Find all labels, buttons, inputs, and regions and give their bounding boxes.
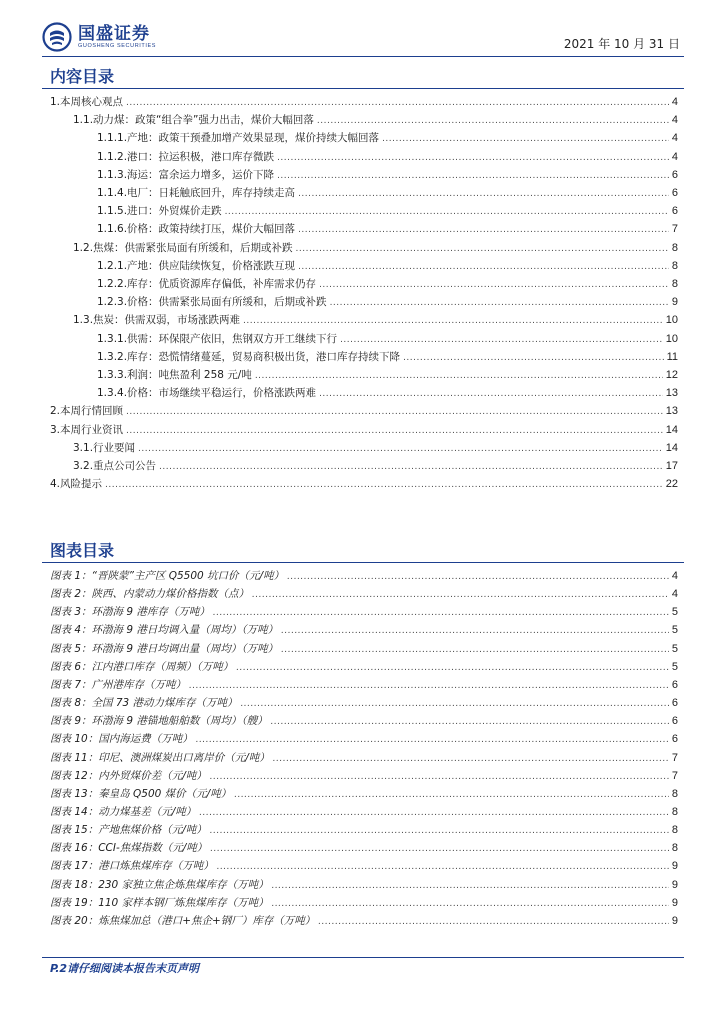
figure-entry-page: 8 bbox=[671, 787, 678, 800]
toc-entry-page: 8 bbox=[671, 278, 678, 290]
figure-entry-page: 6 bbox=[671, 733, 678, 746]
toc-entry[interactable] bbox=[73, 458, 678, 476]
figure-entry[interactable] bbox=[50, 750, 678, 768]
figure-entry-page: 9 bbox=[671, 878, 678, 891]
toc-entry-label: 3.1.行业要闻 bbox=[73, 441, 136, 454]
figure-entry[interactable] bbox=[50, 858, 678, 876]
dot-leader bbox=[319, 280, 669, 290]
toc-entry[interactable] bbox=[50, 476, 678, 494]
dot-leader bbox=[382, 134, 669, 144]
dot-leader bbox=[277, 153, 669, 163]
toc-entry[interactable] bbox=[97, 149, 678, 167]
toc-entry-page: 22 bbox=[665, 478, 678, 491]
dot-leader bbox=[241, 699, 669, 709]
dot-leader bbox=[403, 353, 664, 363]
toc-entry-page: 13 bbox=[665, 405, 678, 418]
dot-leader bbox=[271, 717, 669, 727]
dot-leader bbox=[243, 316, 663, 326]
dot-leader bbox=[273, 754, 669, 764]
figures-title: 图表目录 bbox=[50, 541, 115, 560]
dot-leader bbox=[138, 444, 663, 454]
toc-entry-label: 1.2.2.库存：优质资源库存偏低，补库需求仍存 bbox=[97, 278, 317, 290]
figure-entry[interactable] bbox=[50, 768, 678, 786]
toc-entry[interactable] bbox=[97, 294, 678, 312]
figure-entry-page: 8 bbox=[671, 824, 678, 837]
figure-entry-label: 图表 8：全国 73 港动力煤库存（万吨） bbox=[50, 697, 238, 710]
figure-entry-page: 7 bbox=[671, 769, 678, 782]
figure-entry-label: 图表 20：炼焦煤加总（港口+焦企+钢厂）库存（万吨） bbox=[50, 914, 316, 927]
dot-leader bbox=[277, 171, 669, 181]
logo-english: GUOSHENG SECURITIES bbox=[78, 42, 157, 49]
figure-entry-label: 图表 19：110 家样本钢厂炼焦煤库存（万吨） bbox=[50, 896, 269, 909]
figure-entry[interactable] bbox=[50, 604, 678, 622]
figure-entry[interactable] bbox=[50, 641, 678, 659]
toc-entry[interactable] bbox=[50, 94, 678, 112]
dot-leader bbox=[199, 808, 669, 818]
dot-leader bbox=[317, 116, 669, 126]
figure-entry-page: 4 bbox=[671, 588, 678, 601]
toc-entry-label: 1.3.1.供需：环保限产依旧，焦钢双方开工继续下行 bbox=[97, 332, 338, 345]
toc-entry[interactable] bbox=[97, 221, 678, 239]
figure-entry[interactable] bbox=[50, 822, 678, 840]
report-date: 2021 年 10 月 31 日 bbox=[563, 37, 680, 51]
toc-entry[interactable] bbox=[97, 349, 678, 367]
toc-entry-label: 1.1.2.港口：拉运积极，港口库存微跌 bbox=[97, 150, 275, 163]
figure-entry-page: 4 bbox=[671, 570, 678, 582]
dot-leader bbox=[159, 462, 663, 472]
dot-leader bbox=[281, 626, 669, 636]
figure-entry[interactable] bbox=[50, 568, 678, 586]
figure-entry-page: 8 bbox=[671, 805, 678, 818]
toc-entry-label: 1.1.动力煤：政策“组合拳”强力出击，煤价大幅回落 bbox=[73, 114, 314, 127]
toc-entry[interactable] bbox=[97, 167, 678, 185]
dot-leader bbox=[210, 772, 669, 782]
figure-entry[interactable] bbox=[50, 786, 678, 804]
toc-entry-label: 1.2.1.产地：供应陆续恢复，价格涨跌互现 bbox=[97, 259, 296, 272]
toc-entry[interactable] bbox=[97, 331, 678, 349]
toc-entry[interactable] bbox=[50, 403, 678, 421]
figures-title-divider bbox=[42, 562, 684, 563]
figure-entry[interactable] bbox=[50, 804, 678, 822]
dot-leader bbox=[272, 881, 669, 891]
dot-leader bbox=[126, 407, 663, 417]
figure-entry-page: 5 bbox=[671, 606, 678, 619]
toc-entry[interactable] bbox=[73, 112, 678, 130]
figure-entry-page: 5 bbox=[671, 624, 678, 637]
figure-entry-label: 图表 13：秦皇岛 Q500 煤价（元/吨） bbox=[50, 787, 232, 800]
figure-entry-label: 图表 9：环渤海 9 港锚地船舶数（周均）（艘） bbox=[50, 715, 268, 728]
page-header bbox=[0, 0, 724, 56]
figure-entry[interactable] bbox=[50, 713, 678, 731]
figure-entry-page: 8 bbox=[671, 842, 678, 855]
figure-entry[interactable] bbox=[50, 677, 678, 695]
dot-leader bbox=[255, 371, 663, 381]
toc-entry-label: 1.3.2.库存：恐慌情绪蔓延，贸易商积极出货，港口库存持续下降 bbox=[97, 350, 401, 363]
footer-divider bbox=[42, 957, 684, 958]
toc-entry-label: 1.2.3.价格：供需紧张局面有所缓和，后期或补跌 bbox=[97, 296, 327, 309]
toc-entry-label: 4.风险提示 bbox=[50, 478, 103, 491]
figure-entry-label: 图表 16：CCI-焦煤指数（元/吨） bbox=[50, 842, 208, 855]
figure-entry-label: 图表 2：陕西、内蒙动力煤价格指数（点） bbox=[50, 588, 250, 601]
toc-entry-page: 14 bbox=[665, 441, 678, 454]
figure-entry[interactable] bbox=[50, 695, 678, 713]
toc-entry-page: 12 bbox=[665, 369, 678, 381]
toc-entry-page: 7 bbox=[671, 223, 678, 236]
dot-leader bbox=[236, 663, 669, 673]
toc-title-divider bbox=[42, 88, 684, 89]
toc-entry[interactable] bbox=[50, 422, 678, 440]
toc-entry[interactable] bbox=[97, 185, 678, 203]
toc-entry-page: 14 bbox=[665, 423, 678, 436]
toc-entry-label: 1.1.1.产地：政策干预叠加增产效果显现，煤价持续大幅回落 bbox=[97, 132, 380, 145]
figure-entry[interactable] bbox=[50, 840, 678, 858]
toc-entry[interactable] bbox=[97, 276, 678, 294]
figure-entry[interactable] bbox=[50, 877, 678, 895]
toc-entry-page: 13 bbox=[665, 387, 678, 400]
dot-leader bbox=[298, 189, 669, 199]
toc-entry-page: 11 bbox=[666, 350, 678, 363]
figure-entry-page: 9 bbox=[671, 896, 678, 909]
company-logo bbox=[42, 22, 156, 52]
toc-entry-label: 1.1.6.价格：政策持续打压，煤价大幅回落 bbox=[97, 223, 296, 236]
dot-leader bbox=[126, 426, 663, 436]
toc-entry-page: 8 bbox=[671, 241, 678, 254]
dot-leader bbox=[213, 608, 669, 618]
figure-entry-label: 图表 3：环渤海 9 港库存（万吨） bbox=[50, 606, 210, 619]
dot-leader bbox=[234, 790, 669, 800]
figure-entry-page: 5 bbox=[671, 642, 678, 655]
figure-entry[interactable] bbox=[50, 622, 678, 640]
toc-entry[interactable] bbox=[73, 312, 678, 330]
figure-entry-label: 图表 7：广州港库存（万吨） bbox=[50, 678, 187, 691]
figure-entry-label: 图表 17：港口炼焦煤库存（万吨） bbox=[50, 860, 214, 873]
toc-entry-page: 6 bbox=[671, 205, 678, 218]
toc-entry-label: 1.1.4.电厂：日耗触底回升，库存持续走高 bbox=[97, 187, 296, 199]
figure-entry-label: 图表 14：动力煤基差（元/吨） bbox=[50, 805, 197, 818]
toc-entry-page: 4 bbox=[671, 150, 678, 163]
toc-entry-page: 9 bbox=[671, 296, 678, 309]
toc-entry-page: 8 bbox=[671, 259, 678, 272]
toc-entry-label: 2.本周行情回顾 bbox=[50, 405, 124, 418]
figure-entry-page: 9 bbox=[671, 914, 678, 927]
toc-entry[interactable] bbox=[97, 203, 678, 221]
dot-leader bbox=[330, 298, 669, 308]
dot-leader bbox=[298, 225, 669, 235]
logo-name: 国盛证券 bbox=[78, 23, 150, 44]
toc-entry-page: 4 bbox=[671, 114, 678, 127]
toc-entry-page: 6 bbox=[671, 168, 678, 181]
figure-entry-label: 图表 18：230 家独立焦企炼焦煤库存（万吨） bbox=[50, 878, 269, 891]
logo-icon bbox=[42, 22, 72, 52]
dot-leader bbox=[318, 917, 669, 927]
figure-entry[interactable] bbox=[50, 913, 678, 931]
figure-entry-label: 图表 10：国内海运费（万吨） bbox=[50, 733, 193, 746]
dot-leader bbox=[196, 735, 669, 745]
toc-entry-label: 1.3.3.利润：吨焦盈利 258 元/吨 bbox=[97, 369, 252, 381]
figure-entry-page: 6 bbox=[671, 678, 678, 691]
header-divider bbox=[42, 56, 684, 57]
figure-entry-page: 6 bbox=[671, 697, 678, 710]
dot-leader bbox=[298, 262, 669, 272]
toc-entry[interactable] bbox=[97, 385, 678, 403]
toc-entry-page: 10 bbox=[665, 332, 678, 345]
dot-leader bbox=[252, 590, 669, 600]
figure-entry[interactable] bbox=[50, 731, 678, 749]
figure-entry-label: 图表 1：“晋陕蒙”主产区 Q5500 坑口价（元/吨） bbox=[50, 570, 285, 582]
figure-entry[interactable] bbox=[50, 586, 678, 604]
dot-leader bbox=[272, 899, 669, 909]
figure-entry-label: 图表 6：江内港口库存（周频）（万吨） bbox=[50, 660, 234, 673]
figure-entry-label: 图表 5：环渤海 9 港日均调出量（周均）（万吨） bbox=[50, 642, 279, 655]
toc-entry-page: 4 bbox=[671, 132, 678, 145]
toc-entry[interactable] bbox=[73, 240, 678, 258]
dot-leader bbox=[210, 826, 669, 836]
toc-entry-page: 4 bbox=[671, 96, 678, 108]
figure-entry-label: 图表 11：印尼、澳洲煤炭出口离岸价（元/吨） bbox=[50, 751, 270, 764]
toc-entry-label: 1.3.4.价格：市场继续平稳运行，价格涨跌两难 bbox=[97, 387, 317, 400]
figure-entry-label: 图表 15：产地焦煤价格（元/吨） bbox=[50, 824, 207, 837]
dot-leader bbox=[126, 98, 669, 108]
dot-leader bbox=[319, 389, 663, 399]
dot-leader bbox=[296, 244, 669, 254]
dot-leader bbox=[217, 862, 669, 872]
figure-entry[interactable] bbox=[50, 659, 678, 677]
toc-entry-label: 1.3.焦炭：供需双弱，市场涨跌两难 bbox=[73, 314, 241, 327]
toc-entry-label: 1.1.5.进口：外贸煤价走跌 bbox=[97, 205, 222, 218]
figure-entry-page: 7 bbox=[671, 751, 678, 764]
toc-title: 内容目录 bbox=[50, 67, 115, 86]
figure-entry-page: 5 bbox=[671, 660, 678, 673]
toc-entry-page: 10 bbox=[665, 314, 678, 327]
toc-entry-page: 6 bbox=[671, 187, 678, 199]
toc-entry[interactable] bbox=[97, 130, 678, 148]
figure-entry-page: 6 bbox=[671, 715, 678, 728]
toc-entry-label: 1.1.3.海运：富余运力增多，运价下降 bbox=[97, 168, 275, 181]
toc-entry[interactable] bbox=[73, 440, 678, 458]
toc-entry-label: 3.2.重点公司公告 bbox=[73, 460, 157, 472]
dot-leader bbox=[189, 681, 669, 691]
dot-leader bbox=[340, 335, 663, 345]
figure-entry-page: 9 bbox=[671, 860, 678, 873]
toc-entry[interactable] bbox=[97, 258, 678, 276]
toc-entry-label: 3.本周行业资讯 bbox=[50, 423, 124, 436]
dot-leader bbox=[225, 207, 669, 217]
figure-entry-label: 图表 4：环渤海 9 港日均调入量（周均）（万吨） bbox=[50, 624, 279, 637]
dot-leader bbox=[105, 480, 663, 490]
dot-leader bbox=[210, 844, 669, 854]
figure-entry-label: 图表 12：内外贸煤价差（元/吨） bbox=[50, 769, 207, 782]
toc-entry-label: 1.本周核心观点 bbox=[50, 96, 124, 108]
dot-leader bbox=[281, 645, 669, 655]
toc-entry-page: 17 bbox=[665, 460, 678, 472]
footer-disclaimer: P.2请仔细阅读本报告末页声明 bbox=[50, 962, 200, 975]
figure-entry[interactable] bbox=[50, 895, 678, 913]
toc-entry[interactable] bbox=[97, 367, 678, 385]
dot-leader bbox=[287, 572, 669, 582]
toc-entry-label: 1.2.焦煤：供需紧张局面有所缓和，后期或补跌 bbox=[73, 241, 293, 254]
